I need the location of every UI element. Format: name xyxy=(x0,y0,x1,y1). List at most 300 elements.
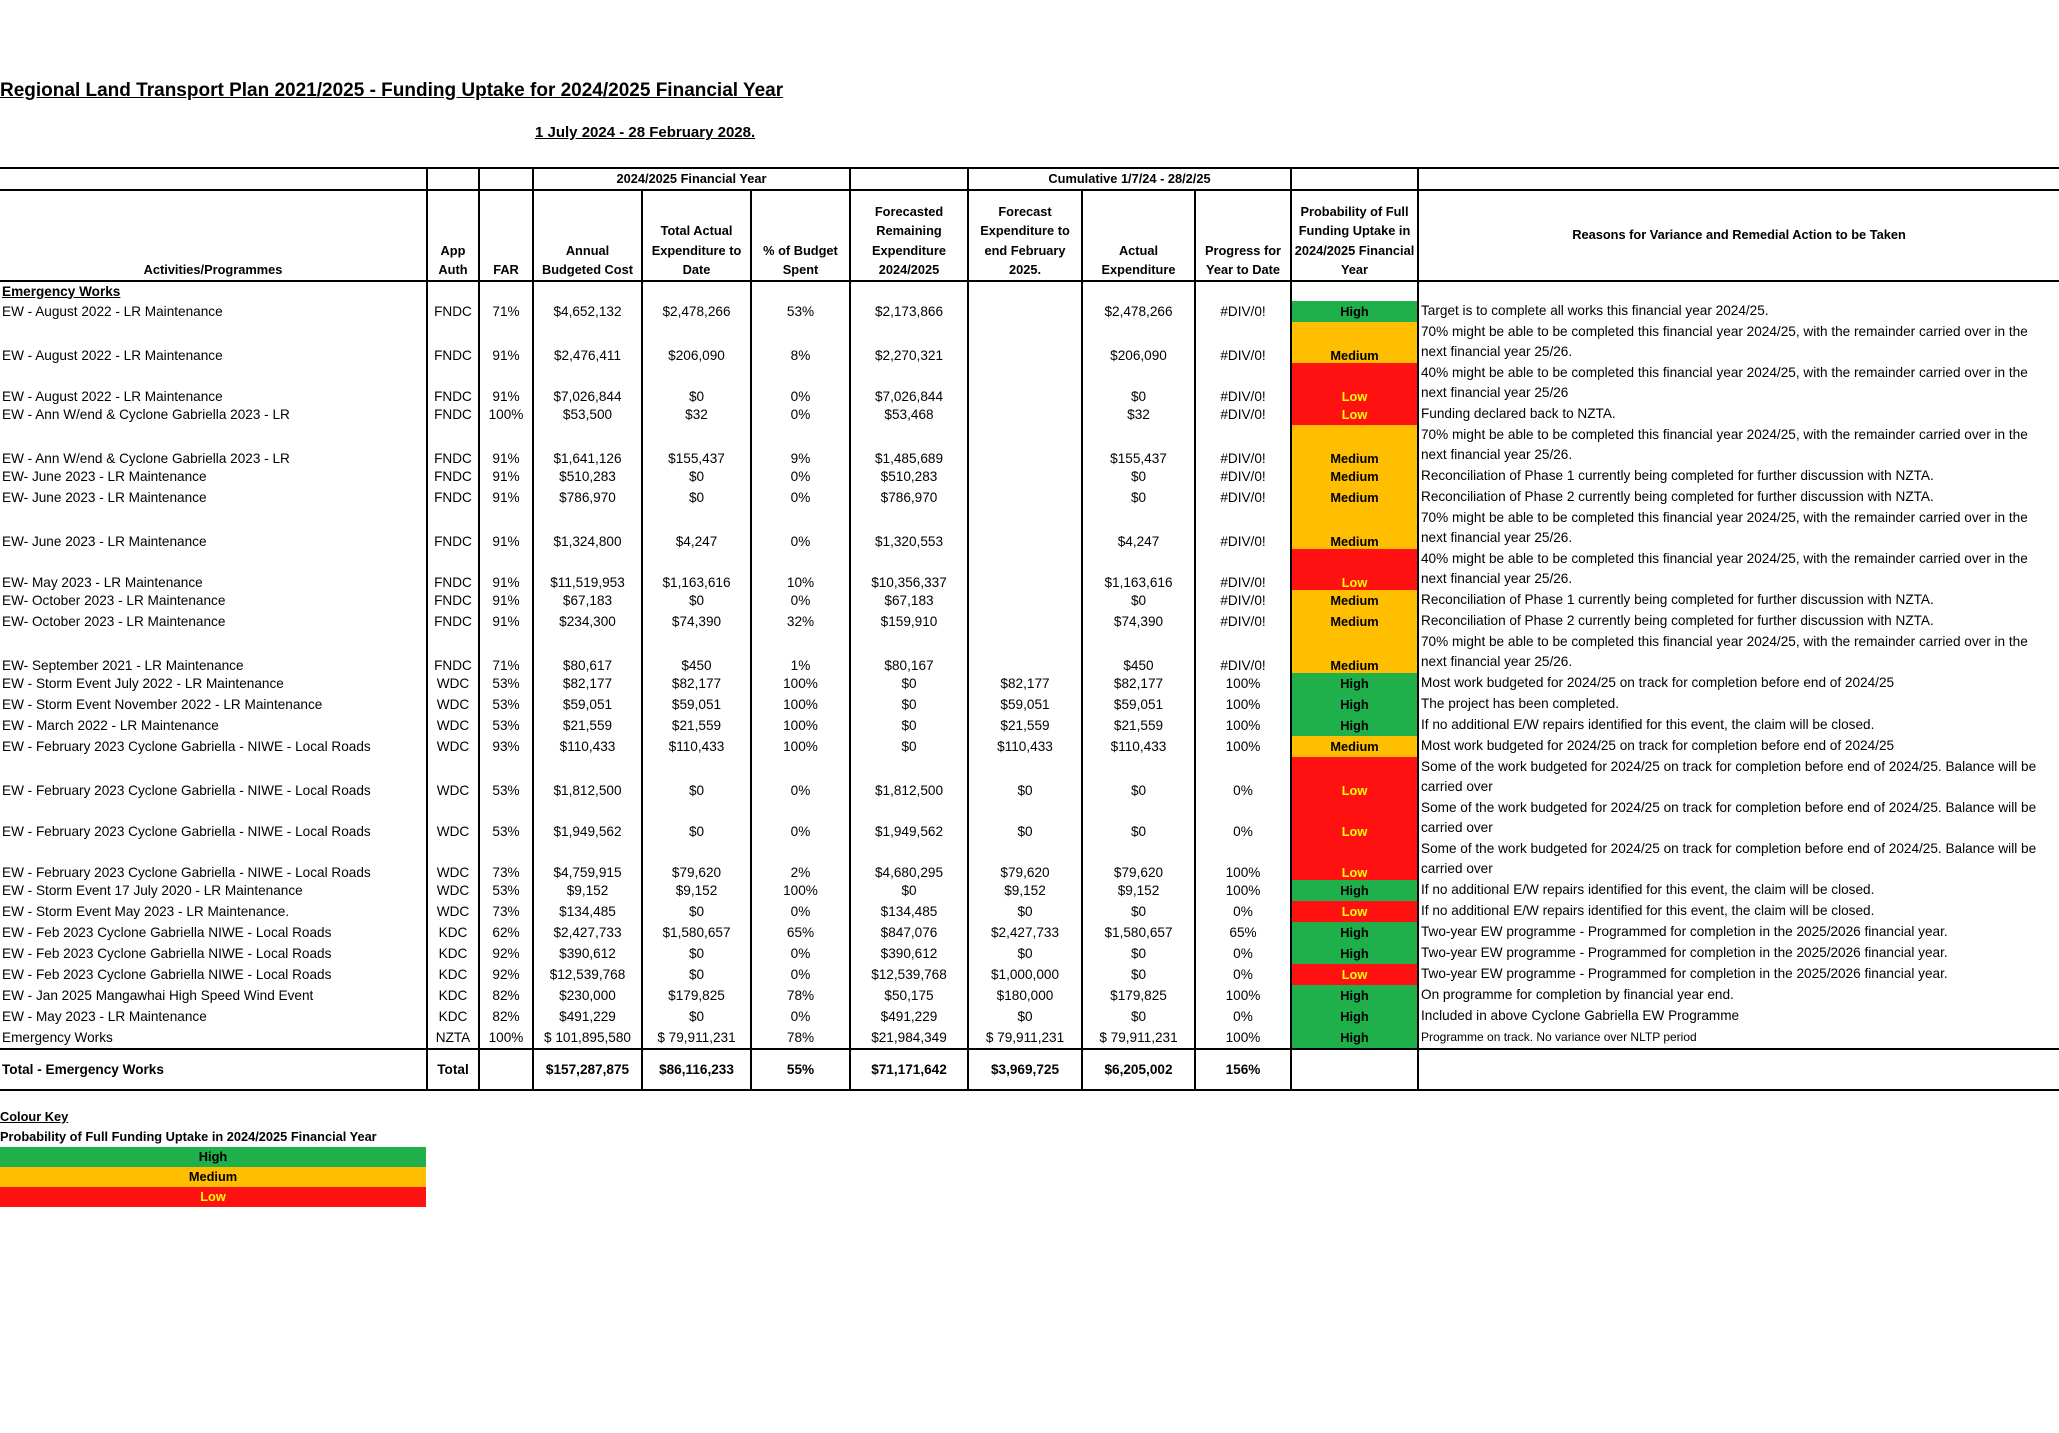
progress-cell: 100% xyxy=(1195,985,1291,1006)
remaining-cell: $786,970 xyxy=(850,487,968,508)
progress-cell: 100% xyxy=(1195,694,1291,715)
annual-budget-cell: $4,759,915 xyxy=(533,839,642,880)
pct-spent-cell: 0% xyxy=(751,901,850,922)
key-high: High xyxy=(0,1147,426,1167)
reason-cell: If no additional E/W repairs identified for this event, the claim will be closed. xyxy=(1418,715,2059,736)
remaining-cell: $390,612 xyxy=(850,943,968,964)
actual-expenditure-cell: $1,163,616 xyxy=(1082,549,1195,590)
reason-cell: If no additional E/W repairs identified for this event, the claim will be closed. xyxy=(1418,901,2059,922)
actual-expenditure-cell: $0 xyxy=(1082,590,1195,611)
progress-cell: 0% xyxy=(1195,964,1291,985)
funding-table xyxy=(0,167,2059,1091)
pct-spent-cell: 0% xyxy=(751,590,850,611)
actual-expenditure-cell: $0 xyxy=(1082,757,1195,798)
reason-cell: 40% might be able to be completed this financial year 2024/25, with the remainder carried over in the next financial year 25/26 xyxy=(1418,363,2059,404)
actual-expenditure-cell: $4,247 xyxy=(1082,508,1195,549)
actual-expenditure-cell: $0 xyxy=(1082,943,1195,964)
progress-cell: #DIV/0! xyxy=(1195,632,1291,673)
table-row xyxy=(0,1027,2059,1049)
actual-to-date-cell: $59,051 xyxy=(642,694,751,715)
reason-cell: Programme on track. No variance over NLTP period xyxy=(1418,1027,2059,1049)
remaining-cell: $491,229 xyxy=(850,1006,968,1027)
far-cell: 91% xyxy=(479,590,533,611)
auth-cell: WDC xyxy=(427,736,479,757)
forecast-cell xyxy=(968,301,1082,322)
report-title: Regional Land Transport Plan 2021/2025 - Funding Uptake for 2024/2025 Financial Year xyxy=(0,80,784,101)
actual-expenditure-cell: $110,433 xyxy=(1082,736,1195,757)
probability-cell: Low xyxy=(1291,964,1418,985)
pct-spent-cell: 0% xyxy=(751,1006,850,1027)
probability-cell: Low xyxy=(1291,839,1418,880)
activity-cell: EW- June 2023 - LR Maintenance xyxy=(2,468,207,484)
actual-to-date-cell: $0 xyxy=(642,943,751,964)
col-annual: Annual Budgeted Cost xyxy=(533,190,642,281)
pct-spent-cell: 100% xyxy=(751,673,850,694)
reason-cell: Included in above Cyclone Gabriella EW Programme xyxy=(1418,1006,2059,1027)
progress-cell: #DIV/0! xyxy=(1195,363,1291,404)
probability-cell: Medium xyxy=(1291,736,1418,757)
remaining-cell: $0 xyxy=(850,715,968,736)
remaining-cell: $2,173,866 xyxy=(850,301,968,322)
total-remaining: $71,171,642 xyxy=(850,1049,968,1090)
remaining-cell: $67,183 xyxy=(850,590,968,611)
forecast-cell: $180,000 xyxy=(968,985,1082,1006)
table-row xyxy=(0,985,2059,1006)
table-row xyxy=(0,901,2059,922)
probability-cell: High xyxy=(1291,715,1418,736)
pct-spent-cell: 53% xyxy=(751,301,850,322)
probability-cell: Low xyxy=(1291,363,1418,404)
probability-cell: Low xyxy=(1291,404,1418,425)
actual-to-date-cell: $0 xyxy=(642,466,751,487)
actual-to-date-cell: $0 xyxy=(642,798,751,839)
remaining-cell: $2,270,321 xyxy=(850,322,968,363)
actual-expenditure-cell: $74,390 xyxy=(1082,611,1195,632)
colour-key-title: Colour Key xyxy=(0,1109,69,1124)
activity-cell: EW - Storm Event November 2022 - LR Maintenance xyxy=(2,696,323,712)
auth-cell: KDC xyxy=(427,964,479,985)
probability-cell: Low xyxy=(1291,549,1418,590)
far-cell: 53% xyxy=(479,673,533,694)
actual-to-date-cell: $0 xyxy=(642,901,751,922)
pct-spent-cell: 100% xyxy=(751,736,850,757)
pct-spent-cell: 0% xyxy=(751,363,850,404)
annual-budget-cell: $9,152 xyxy=(533,880,642,901)
probability-cell: Medium xyxy=(1291,322,1418,363)
far-cell: 53% xyxy=(479,694,533,715)
actual-expenditure-cell: $ 79,911,231 xyxy=(1082,1027,1195,1049)
actual-to-date-cell: $74,390 xyxy=(642,611,751,632)
probability-cell: Medium xyxy=(1291,466,1418,487)
total-row xyxy=(0,1049,2059,1090)
reason-cell: Reconciliation of Phase 2 currently being completed for further discussion with NZTA. xyxy=(1418,611,2059,632)
forecast-cell xyxy=(968,611,1082,632)
forecast-cell xyxy=(968,363,1082,404)
activity-cell: EW- June 2023 - LR Maintenance xyxy=(2,533,207,549)
probability-cell: Low xyxy=(1291,757,1418,798)
far-cell: 91% xyxy=(479,363,533,404)
remaining-cell: $0 xyxy=(850,694,968,715)
auth-cell: WDC xyxy=(427,880,479,901)
forecast-cell: $0 xyxy=(968,1006,1082,1027)
activity-cell: EW - Storm Event May 2023 - LR Maintenance. xyxy=(2,903,290,919)
cumulative-header: Cumulative 1/7/24 - 28/2/25 xyxy=(968,168,1291,190)
auth-cell: FNDC xyxy=(427,322,479,363)
annual-budget-cell: $80,617 xyxy=(533,632,642,673)
auth-cell: WDC xyxy=(427,798,479,839)
activity-cell: EW - February 2023 Cyclone Gabriella - NIWE - Local Roads xyxy=(2,823,371,839)
table-row xyxy=(0,673,2059,694)
remaining-cell: $0 xyxy=(850,880,968,901)
far-cell: 93% xyxy=(479,736,533,757)
progress-cell: #DIV/0! xyxy=(1195,425,1291,466)
progress-cell: #DIV/0! xyxy=(1195,549,1291,590)
table-row xyxy=(0,943,2059,964)
progress-cell: 0% xyxy=(1195,798,1291,839)
actual-to-date-cell: $155,437 xyxy=(642,425,751,466)
actual-expenditure-cell: $32 xyxy=(1082,404,1195,425)
remaining-cell: $4,680,295 xyxy=(850,839,968,880)
activity-cell: EW - Feb 2023 Cyclone Gabriella NIWE - Local Roads xyxy=(2,966,332,982)
section-title: Emergency Works xyxy=(2,283,121,299)
forecast-cell: $0 xyxy=(968,757,1082,798)
activity-cell: EW - Ann W/end & Cyclone Gabriella 2023 - LR xyxy=(2,406,290,422)
progress-cell: #DIV/0! xyxy=(1195,404,1291,425)
far-cell: 53% xyxy=(479,715,533,736)
actual-expenditure-cell: $155,437 xyxy=(1082,425,1195,466)
probability-cell: Medium xyxy=(1291,425,1418,466)
actual-expenditure-cell: $0 xyxy=(1082,964,1195,985)
remaining-cell: $134,485 xyxy=(850,901,968,922)
pct-spent-cell: 100% xyxy=(751,715,850,736)
pct-spent-cell: 9% xyxy=(751,425,850,466)
reason-cell: Two-year EW programme - Programmed for completion in the 2025/2026 financial year. xyxy=(1418,964,2059,985)
activity-cell: EW - August 2022 - LR Maintenance xyxy=(2,303,223,319)
pct-spent-cell: 78% xyxy=(751,985,850,1006)
forecast-cell: $0 xyxy=(968,901,1082,922)
far-cell: 91% xyxy=(479,549,533,590)
progress-cell: 100% xyxy=(1195,880,1291,901)
annual-budget-cell: $491,229 xyxy=(533,1006,642,1027)
key-medium: Medium xyxy=(0,1167,426,1187)
far-cell: 100% xyxy=(479,1027,533,1049)
actual-expenditure-cell: $179,825 xyxy=(1082,985,1195,1006)
forecast-cell: $1,000,000 xyxy=(968,964,1082,985)
progress-cell: 100% xyxy=(1195,1027,1291,1049)
annual-budget-cell: $786,970 xyxy=(533,487,642,508)
pct-spent-cell: 1% xyxy=(751,632,850,673)
far-cell: 82% xyxy=(479,985,533,1006)
actual-to-date-cell: $0 xyxy=(642,487,751,508)
pct-spent-cell: 0% xyxy=(751,964,850,985)
remaining-cell: $80,167 xyxy=(850,632,968,673)
actual-expenditure-cell: $21,559 xyxy=(1082,715,1195,736)
forecast-cell xyxy=(968,322,1082,363)
pct-spent-cell: 32% xyxy=(751,611,850,632)
activity-cell: EW - Storm Event 17 July 2020 - LR Maintenance xyxy=(2,882,303,898)
table-row xyxy=(0,736,2059,757)
table-row xyxy=(0,715,2059,736)
remaining-cell: $10,356,337 xyxy=(850,549,968,590)
far-cell: 91% xyxy=(479,611,533,632)
reason-cell: Some of the work budgeted for 2024/25 on track for completion before end of 2024/25. Balance will be carried over xyxy=(1418,798,2059,839)
group-header-row xyxy=(0,168,2059,190)
actual-to-date-cell: $0 xyxy=(642,590,751,611)
activity-cell: EW - February 2023 Cyclone Gabriella - NIWE - Local Roads xyxy=(2,864,371,880)
reason-cell: Some of the work budgeted for 2024/25 on track for completion before end of 2024/25. Balance will be carried over xyxy=(1418,839,2059,880)
far-cell: 91% xyxy=(479,466,533,487)
total-label: Total - Emergency Works xyxy=(0,1049,427,1090)
reason-cell: On programme for completion by financial year end. xyxy=(1418,985,2059,1006)
actual-expenditure-cell: $0 xyxy=(1082,1006,1195,1027)
column-header-row xyxy=(0,190,2059,281)
probability-cell: High xyxy=(1291,880,1418,901)
probability-cell: High xyxy=(1291,1027,1418,1049)
far-cell: 82% xyxy=(479,1006,533,1027)
auth-cell: FNDC xyxy=(427,301,479,322)
reason-cell: Reconciliation of Phase 1 currently being completed for further discussion with NZTA. xyxy=(1418,590,2059,611)
pct-spent-cell: 65% xyxy=(751,922,850,943)
actual-expenditure-cell: $0 xyxy=(1082,798,1195,839)
progress-cell: #DIV/0! xyxy=(1195,322,1291,363)
far-cell: 71% xyxy=(479,632,533,673)
pct-spent-cell: 0% xyxy=(751,466,850,487)
actual-to-date-cell: $1,580,657 xyxy=(642,922,751,943)
table-row xyxy=(0,425,2059,466)
pct-spent-cell: 0% xyxy=(751,943,850,964)
progress-cell: 0% xyxy=(1195,757,1291,798)
annual-budget-cell: $2,476,411 xyxy=(533,322,642,363)
forecast-cell: $0 xyxy=(968,943,1082,964)
far-cell: 100% xyxy=(479,404,533,425)
pct-spent-cell: 0% xyxy=(751,798,850,839)
progress-cell: #DIV/0! xyxy=(1195,611,1291,632)
activity-cell: EW- June 2023 - LR Maintenance xyxy=(2,489,207,505)
forecast-cell xyxy=(968,425,1082,466)
remaining-cell: $0 xyxy=(850,736,968,757)
total-annual: $157,287,875 xyxy=(533,1049,642,1090)
actual-to-date-cell: $32 xyxy=(642,404,751,425)
reason-cell: Most work budgeted for 2024/25 on track for completion before end of 2024/25 xyxy=(1418,736,2059,757)
actual-expenditure-cell: $0 xyxy=(1082,363,1195,404)
actual-to-date-cell: $ 79,911,231 xyxy=(642,1027,751,1049)
auth-cell: FNDC xyxy=(427,549,479,590)
auth-cell: FNDC xyxy=(427,632,479,673)
reason-cell: Reconciliation of Phase 2 currently being completed for further discussion with NZTA. xyxy=(1418,487,2059,508)
remaining-cell: $159,910 xyxy=(850,611,968,632)
progress-cell: #DIV/0! xyxy=(1195,466,1291,487)
auth-cell: KDC xyxy=(427,985,479,1006)
far-cell: 92% xyxy=(479,943,533,964)
actual-expenditure-cell: $0 xyxy=(1082,466,1195,487)
far-cell: 91% xyxy=(479,508,533,549)
pct-spent-cell: 0% xyxy=(751,404,850,425)
col-activity: Activities/Programmes xyxy=(0,190,427,281)
table-row xyxy=(0,922,2059,943)
activity-cell: EW - Feb 2023 Cyclone Gabriella NIWE - Local Roads xyxy=(2,924,332,940)
progress-cell: 65% xyxy=(1195,922,1291,943)
progress-cell: 100% xyxy=(1195,715,1291,736)
total-auth: Total xyxy=(427,1049,479,1090)
col-far: FAR xyxy=(479,190,533,281)
far-cell: 53% xyxy=(479,880,533,901)
probability-cell: High xyxy=(1291,301,1418,322)
activity-cell: EW- October 2023 - LR Maintenance xyxy=(2,592,226,608)
pct-spent-cell: 2% xyxy=(751,839,850,880)
annual-budget-cell: $1,949,562 xyxy=(533,798,642,839)
forecast-cell: $21,559 xyxy=(968,715,1082,736)
table-row xyxy=(0,1006,2059,1027)
annual-budget-cell: $134,485 xyxy=(533,901,642,922)
auth-cell: KDC xyxy=(427,922,479,943)
actual-to-date-cell: $4,247 xyxy=(642,508,751,549)
colour-key-subtitle: Probability of Full Funding Uptake in 2024/2025 Financial Year xyxy=(0,1129,377,1144)
table-row xyxy=(0,632,2059,673)
activity-cell: EW - Jan 2025 Mangawhai High Speed Wind Event xyxy=(2,987,314,1003)
annual-budget-cell: $82,177 xyxy=(533,673,642,694)
far-cell: 91% xyxy=(479,487,533,508)
forecast-cell: $ 79,911,231 xyxy=(968,1027,1082,1049)
remaining-cell: $510,283 xyxy=(850,466,968,487)
activity-cell: EW - March 2022 - LR Maintenance xyxy=(2,717,219,733)
section-row xyxy=(0,281,2059,301)
auth-cell: WDC xyxy=(427,901,479,922)
remaining-cell: $21,984,349 xyxy=(850,1027,968,1049)
reason-cell: Two-year EW programme - Programmed for completion in the 2025/2026 financial year. xyxy=(1418,943,2059,964)
actual-to-date-cell: $0 xyxy=(642,363,751,404)
far-cell: 62% xyxy=(479,922,533,943)
auth-cell: WDC xyxy=(427,839,479,880)
reason-cell: 70% might be able to be completed this financial year 2024/25, with the remainder carried over in the next financial year 25/26. xyxy=(1418,425,2059,466)
actual-to-date-cell: $0 xyxy=(642,1006,751,1027)
table-row xyxy=(0,549,2059,590)
activity-cell: EW- September 2021 - LR Maintenance xyxy=(2,657,244,673)
forecast-cell xyxy=(968,508,1082,549)
actual-to-date-cell: $206,090 xyxy=(642,322,751,363)
actual-expenditure-cell: $59,051 xyxy=(1082,694,1195,715)
actual-to-date-cell: $179,825 xyxy=(642,985,751,1006)
actual-expenditure-cell: $0 xyxy=(1082,901,1195,922)
reason-cell: Target is to complete all works this financial year 2024/25. xyxy=(1418,301,2059,322)
remaining-cell: $1,949,562 xyxy=(850,798,968,839)
activity-cell: EW- May 2023 - LR Maintenance xyxy=(2,574,203,590)
activity-cell: EW - Storm Event July 2022 - LR Maintenance xyxy=(2,675,284,691)
auth-cell: FNDC xyxy=(427,404,479,425)
progress-cell: 0% xyxy=(1195,943,1291,964)
reason-cell: The project has been completed. xyxy=(1418,694,2059,715)
actual-expenditure-cell: $206,090 xyxy=(1082,322,1195,363)
key-low: Low xyxy=(0,1187,426,1207)
probability-cell: High xyxy=(1291,694,1418,715)
forecast-cell xyxy=(968,466,1082,487)
remaining-cell: $1,812,500 xyxy=(850,757,968,798)
pct-spent-cell: 0% xyxy=(751,508,850,549)
table-row xyxy=(0,508,2059,549)
auth-cell: WDC xyxy=(427,757,479,798)
activity-cell: EW - May 2023 - LR Maintenance xyxy=(2,1008,207,1024)
remaining-cell: $1,320,553 xyxy=(850,508,968,549)
annual-budget-cell: $59,051 xyxy=(533,694,642,715)
financial-year-header: 2024/2025 Financial Year xyxy=(533,168,850,190)
annual-budget-cell: $510,283 xyxy=(533,466,642,487)
actual-expenditure-cell: $2,478,266 xyxy=(1082,301,1195,322)
actual-to-date-cell: $82,177 xyxy=(642,673,751,694)
annual-budget-cell: $234,300 xyxy=(533,611,642,632)
probability-cell: Medium xyxy=(1291,632,1418,673)
reason-cell: Two-year EW programme - Programmed for completion in the 2025/2026 financial year. xyxy=(1418,922,2059,943)
auth-cell: KDC xyxy=(427,943,479,964)
auth-cell: WDC xyxy=(427,673,479,694)
report-period: 1 July 2024 - 28 February 2028. xyxy=(535,124,756,141)
activity-cell: EW - Ann W/end & Cyclone Gabriella 2023 - LR xyxy=(2,450,290,466)
auth-cell: FNDC xyxy=(427,508,479,549)
forecast-cell: $0 xyxy=(968,798,1082,839)
remaining-cell: $847,076 xyxy=(850,922,968,943)
far-cell: 73% xyxy=(479,839,533,880)
annual-budget-cell: $1,324,800 xyxy=(533,508,642,549)
probability-cell: High xyxy=(1291,673,1418,694)
activity-cell: Emergency Works xyxy=(2,1029,113,1045)
probability-cell: High xyxy=(1291,985,1418,1006)
reason-cell: Some of the work budgeted for 2024/25 on track for completion before end of 2024/25. Balance will be carried over xyxy=(1418,757,2059,798)
actual-expenditure-cell: $450 xyxy=(1082,632,1195,673)
actual-to-date-cell: $0 xyxy=(642,757,751,798)
annual-budget-cell: $390,612 xyxy=(533,943,642,964)
table-row xyxy=(0,839,2059,880)
remaining-cell: $7,026,844 xyxy=(850,363,968,404)
auth-cell: FNDC xyxy=(427,611,479,632)
col-reasons: Reasons for Variance and Remedial Action to be Taken xyxy=(1418,190,2059,281)
remaining-cell: $50,175 xyxy=(850,985,968,1006)
pct-spent-cell: 0% xyxy=(751,757,850,798)
progress-cell: #DIV/0! xyxy=(1195,590,1291,611)
annual-budget-cell: $110,433 xyxy=(533,736,642,757)
progress-cell: 100% xyxy=(1195,839,1291,880)
col-forecast: Forecast Expenditure to end February 2025. xyxy=(968,190,1082,281)
auth-cell: KDC xyxy=(427,1006,479,1027)
pct-spent-cell: 100% xyxy=(751,694,850,715)
actual-expenditure-cell: $82,177 xyxy=(1082,673,1195,694)
auth-cell: NZTA xyxy=(427,1027,479,1049)
remaining-cell: $0 xyxy=(850,673,968,694)
activity-cell: EW - August 2022 - LR Maintenance xyxy=(2,388,223,404)
far-cell: 73% xyxy=(479,901,533,922)
table-row xyxy=(0,487,2059,508)
actual-to-date-cell: $0 xyxy=(642,964,751,985)
far-cell: 91% xyxy=(479,322,533,363)
forecast-cell: $9,152 xyxy=(968,880,1082,901)
far-cell: 91% xyxy=(479,425,533,466)
activity-cell: EW- October 2023 - LR Maintenance xyxy=(2,613,226,629)
remaining-cell: $53,468 xyxy=(850,404,968,425)
actual-to-date-cell: $450 xyxy=(642,632,751,673)
annual-budget-cell: $53,500 xyxy=(533,404,642,425)
total-pct: 55% xyxy=(751,1049,850,1090)
forecast-cell xyxy=(968,487,1082,508)
col-remaining: Forecasted Remaining Expenditure 2024/2025 xyxy=(850,190,968,281)
far-cell: 92% xyxy=(479,964,533,985)
remaining-cell: $1,485,689 xyxy=(850,425,968,466)
table-row xyxy=(0,466,2059,487)
forecast-cell: $59,051 xyxy=(968,694,1082,715)
annual-budget-cell: $7,026,844 xyxy=(533,363,642,404)
auth-cell: FNDC xyxy=(427,590,479,611)
progress-cell: #DIV/0! xyxy=(1195,487,1291,508)
auth-cell: FNDC xyxy=(427,363,479,404)
annual-budget-cell: $21,559 xyxy=(533,715,642,736)
actual-expenditure-cell: $1,580,657 xyxy=(1082,922,1195,943)
auth-cell: FNDC xyxy=(427,425,479,466)
